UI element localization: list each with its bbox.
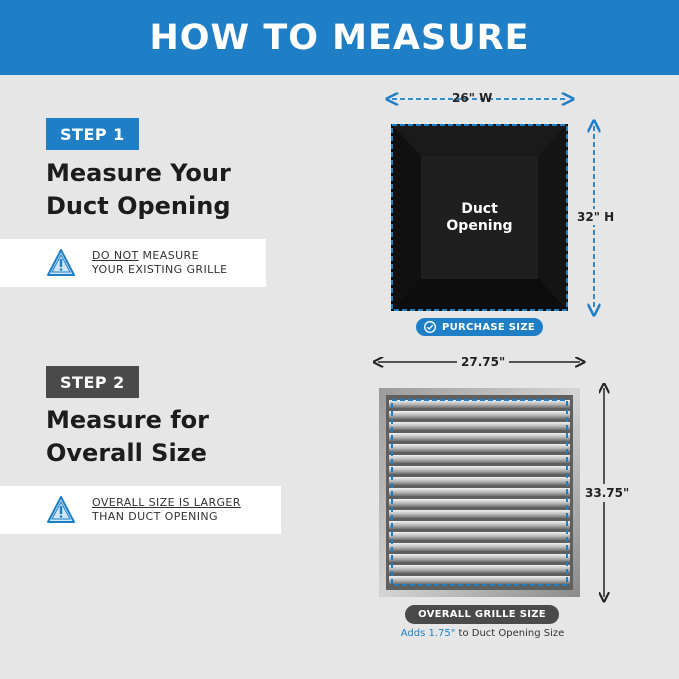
adds-size-rest: to Duct Opening Size — [455, 628, 565, 639]
step1-note-underlined: DO NOT — [92, 249, 139, 262]
grille-width-label: 27.75" — [457, 355, 509, 369]
duct-center-line2: Opening — [446, 218, 513, 234]
purchase-size-pill — [416, 318, 543, 336]
grille-height-label: 33.75" — [585, 486, 630, 500]
step2-title-line1: Measure for — [46, 406, 209, 434]
step1-note-line2: YOUR EXISTING GRILLE — [92, 263, 228, 276]
check-circle-icon — [424, 321, 436, 333]
step2-note-line1: OVERALL SIZE IS LARGER — [92, 496, 241, 509]
overall-grille-size-pill: OVERALL GRILLE SIZE — [405, 605, 559, 624]
step2-note-line2: THAN DUCT OPENING — [92, 510, 218, 523]
step2-badge: STEP 2 — [46, 366, 139, 398]
duct-center-line1: Duct — [461, 201, 498, 217]
duct-center-label — [421, 201, 538, 235]
purchase-size-label: PURCHASE SIZE — [441, 321, 536, 333]
adds-size-highlight: Adds 1.75" — [400, 628, 456, 639]
step1-title-line1: Measure Your — [46, 159, 231, 187]
duct-width-label: 26" W — [452, 91, 493, 105]
step2-title-line2: Overall Size — [46, 439, 207, 467]
grille-image — [379, 388, 580, 597]
step1-title-line2: Duct Opening — [46, 192, 231, 220]
step1-note-rest: MEASURE — [138, 249, 199, 262]
adds-size-note — [380, 628, 585, 639]
grille-slats — [389, 400, 570, 584]
duct-height-label: 32" H — [577, 210, 615, 224]
page-title: HOW TO MEASURE — [149, 17, 530, 58]
step1-badge: STEP 1 — [46, 118, 139, 150]
